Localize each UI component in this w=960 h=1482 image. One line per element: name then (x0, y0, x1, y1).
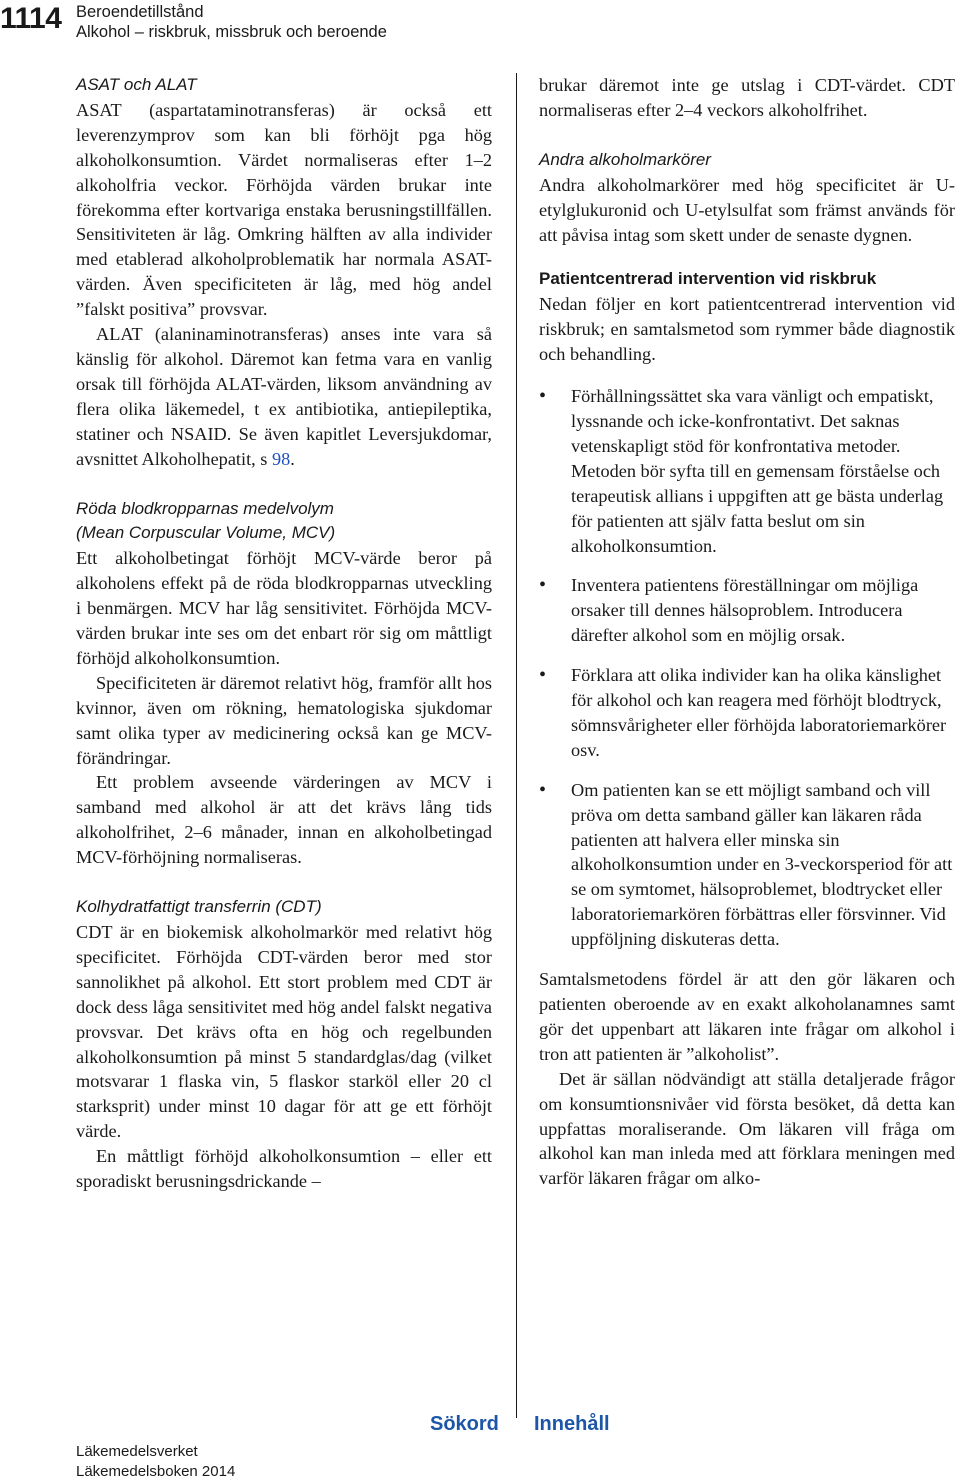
asat-paragraph-2: ALAT (alaninaminotransferas) anses inte vara så känslig för alkohol. Däremot kan fetma vara en vanlig orsak till förhöjda ALAT-värden, liksom användning av flera olika läkemedel, t ex antibiotika, antiepileptika, statiner och NSAID. Se även kapitlet Leversjukdomar, avsnittet Alkoholhepatit, s 98. (76, 324, 492, 469)
intervention-intro: Nedan följer en kort patientcentrerad intervention vid riskbruk; en samtalsmetod som rymmer både diagnostik och behandling. (539, 294, 955, 365)
markers-paragraph: Andra alkoholmarkörer med hög specificitet är U-etylglukuronid och U-etylsulfat som främst används för att påvisa intag som skett under de senaste dygnen. (539, 174, 955, 245)
cdt-paragraph-2: En måttligt förhöjd alkoholkonsumtion – eller ett sporadiskt berusningsdrickande – (76, 1146, 492, 1192)
list-item: • Om patienten kan se ett möjligt samband och vill pröva om detta samband gäller kan läkaren råda patienten att halvera eller minska sin alkoholkonsumtion under en 3-veckorsperiod för att se om symtomet, hälsoproblemet, blodtrycket eller laboratoriemarkören förbättras eller försvinner. Vid uppföljning diskuteras detta. (539, 778, 955, 952)
page-number: 1114 (0, 2, 62, 35)
page-link-98[interactable]: 98 (272, 448, 291, 469)
list-item: • Inventera patientens föreställningar om möjliga orsaker till dennes hälsoproblem. Introducera därefter alkohol som en möjlig orsak. (539, 573, 955, 648)
mcv-heading-line-1: Röda blodkropparnas medelvolym (76, 498, 334, 518)
book-title: Läkemedelsboken 2014 (76, 1463, 236, 1480)
intervention-heading: Patientcentrerad intervention vid riskbruk (539, 269, 877, 289)
section-title: Beroendetillstånd (76, 3, 204, 21)
search-link[interactable]: Sökord (430, 1413, 499, 1435)
cdt-heading: Kolhydratfattigt transferrin (CDT) (76, 897, 322, 917)
left-column (76, 73, 492, 1194)
page-footer (76, 1442, 235, 1482)
asat-paragraph-1: ASAT (aspartataminotransferas) är också ett leverenzymprov som kan bli förhöjt pga hög alkoholkonsumtion. Värdet normaliseras efter 1–2 alkoholfria veckor. Förhöjda värden brukar inte förekomma efter kortvariga enstaka berusningstillfällen. Sensitiviteten är låg. Omkring hälften av alla individer med etablerad alkoholproblematik har normala ASAT-värden. Även specificiteten är låg, med hög andel ”falskt positiva” provsvar. (76, 99, 492, 320)
cdt-paragraph-1: CDT är en biokemisk alkoholmarkör med relativt hög specificitet. Förhöjda CDT-värden beror med stor sannolikhet på alkohol. Ett stort problem med CDT är dock dess låga sensitivitet med hög andel falskt negativa provsvar. Det krävs ofta en hög och regelbunden alkoholkonsumtion på minst 5 standardglas/dag (vilket motsvarar 1 flaska vin, 5 flaskor starköl eller 20 cl starksprit) under minst 10 dagar för att ge ett förhöjt värde. (76, 922, 492, 1142)
subsection-title: Alkohol – riskbruk, missbruk och beroende (76, 23, 387, 41)
right-column (539, 73, 955, 1191)
intervention-list (539, 384, 955, 952)
mcv-heading-line-2: (Mean Corpuscular Volume, MCV) (76, 523, 336, 543)
page-header (0, 0, 960, 44)
mcv-paragraph-1: Ett alkoholbetingat förhöjt MCV-värde beror på alkoholens effekt på de röda blodkropparnas utveckling i benmärgen. MCV har låg sensitivitet. Förhöjda MCV-värden brukar inte ses om det enbart rör sig om måttligt förhöjd alkoholkonsumtion. (76, 548, 492, 668)
markers-heading: Andra alkoholmarkörer (539, 149, 711, 169)
cdt-continuation: brukar däremot inte ge utslag i CDT-värdet. CDT normaliseras efter 2–4 veckors alkoholfrihet. (539, 75, 955, 120)
closing-paragraph: Det är sällan nödvändigt att ställa detaljerade frågor om konsumtionsnivåer vid första besöket, då detta kan uppfattas moraliserande. Om läkaren vill fråga om alkohol kan man inleda med att förklara meningen med varför läkaren frågar om alko- (539, 1068, 955, 1189)
method-paragraph: Samtalsmetodens fördel är att den gör läkaren och patienten oberoende av en exakt alkoholanamnes samt gör det uppenbart att läkaren inte frågar om alkohol i tron att patienten är ”alkoholist”. (539, 969, 955, 1064)
list-item: • Förhållningssättet ska vara vänligt och empatiskt, lyssnande och icke-konfrontativt. Det saknas vetenskapligt stöd för konfrontativa metoder. Metoden bör syfta till en gemensam förståelse och terapeutisk allians i uppgiften att ge bästa underlag för patienten att själv fatta beslut om sin alkoholkonsumtion. (539, 384, 955, 558)
mcv-paragraph-2: Specificiteten är däremot relativt hög, framför allt hos kvinnor, även om rökning, hematologiska sjukdomar samt olika typer av medicinering också kan ge MCV-förändringar. (76, 672, 492, 768)
asat-heading: ASAT och ALAT (76, 75, 197, 94)
running-head (76, 2, 387, 42)
column-divider (516, 73, 517, 1418)
mcv-paragraph-3: Ett problem avseende värderingen av MCV i samband med alkohol är att det krävs lång tids alkoholfrihet, 2–6 månader, innan en alkoholbetingad MCV-förhöjning normaliseras. (76, 772, 492, 868)
list-item: • Förklara att olika individer kan ha olika känslighet för alkohol och kan reagera med förhöjt blodtryck, sömnsvårigheter eller förhöjda laboratoriemarkörer osv. (539, 663, 955, 763)
publisher-name: Läkemedelsverket (76, 1443, 198, 1460)
contents-link[interactable]: Innehåll (534, 1413, 610, 1435)
